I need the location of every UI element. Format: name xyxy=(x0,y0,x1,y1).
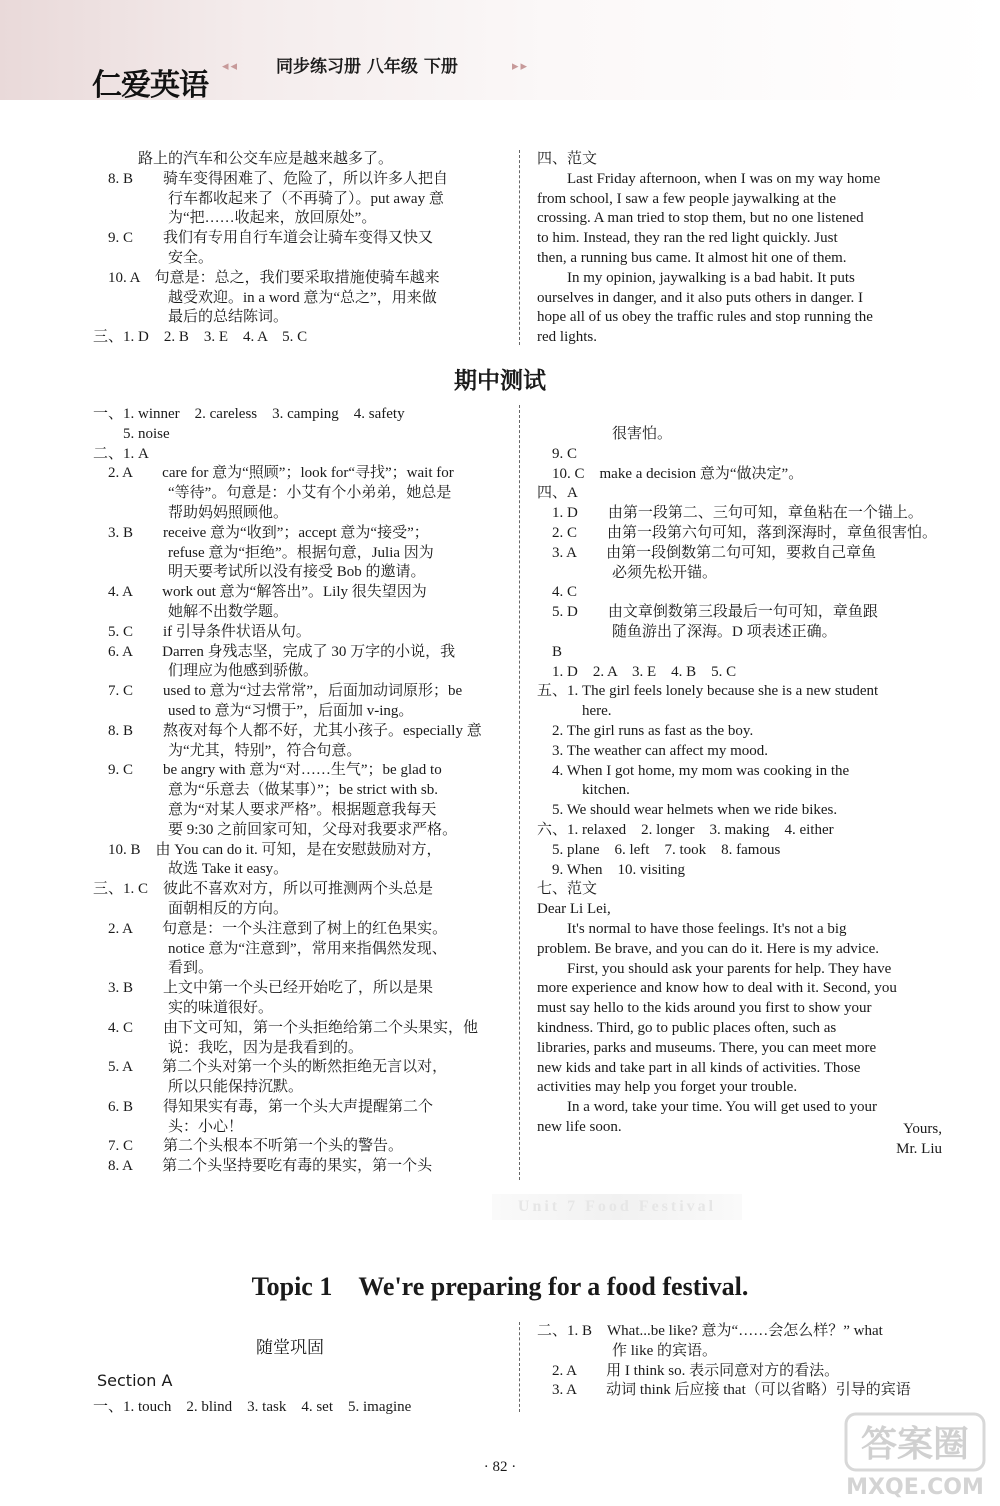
section-label: Section A xyxy=(97,1371,173,1390)
answer-line: refuse 意为“拒绝”。根据句意，Julia 因为 xyxy=(93,544,434,561)
answer-line: 三、1. C 彼此不喜欢对方，所以可推测两个头总是 xyxy=(93,881,434,898)
answer-line: 3. A 由第一段倒数第二句可知，要救自己章鱼 xyxy=(537,544,877,561)
answer-line: In a word, take your time. You will get used to your xyxy=(537,1099,877,1116)
answer-line: 必须先松开锚。 xyxy=(537,564,718,581)
answer-line: 9. C xyxy=(537,445,578,462)
answer-line: 随鱼游出了深海。D 项表述正确。 xyxy=(537,623,837,640)
answer-line: notice 意为“注意到”，常用来指偶然发现、 xyxy=(93,940,447,957)
bottom-right-column xyxy=(537,1322,949,1401)
answer-line: 10. B 由 You can do it. 可知，是在安慰鼓励对方， xyxy=(93,841,442,858)
answer-line: 帮助妈妈照顾他。 xyxy=(93,504,289,521)
answer-line: 面朝相反的方向。 xyxy=(93,900,289,917)
answer-line: 6. B 得知果实有毒，第一个头大声提醒第二个 xyxy=(93,1098,434,1115)
answer-line: 越受欢迎。in a word 意为“总之”，用来做 xyxy=(93,289,437,306)
answer-line: 安全。 xyxy=(93,249,214,266)
answer-line: 头：小心！ xyxy=(93,1118,244,1135)
answer-line: here. xyxy=(537,703,612,720)
column-divider-middle xyxy=(519,405,520,1180)
answer-line: 10. A 句意是：总之，我们要采取措施使骑车越来 xyxy=(93,269,440,286)
essay-line: to him. Instead, they ran the red light quickly. Just xyxy=(537,230,838,247)
answer-line: 2. The girl runs as fast as the boy. xyxy=(537,722,754,739)
midterm-title: 期中测试 xyxy=(454,368,546,394)
answer-line: 8. A 第二个头坚持要吃有毒的果实，第一个头 xyxy=(93,1158,433,1175)
column-divider-bottom xyxy=(519,1322,520,1412)
answer-line: 意为“乐意去（做某事）”；be strict with sb. xyxy=(93,782,438,799)
answer-line: more experience and know how to deal with it. Second, you xyxy=(537,980,897,997)
letter-closing: Yours, xyxy=(903,1121,942,1137)
answer-line: 二、1. B What...be like? 意为“……会怎么样？” what xyxy=(537,1323,883,1339)
answer-line: 8. B 骑车变得困难了、危险了，所以许多人把自 xyxy=(93,170,449,187)
essay-line: then, a running bus came. It almost hit one of them. xyxy=(537,249,847,266)
answer-line: new kids and take part in all kinds of activities. Those xyxy=(537,1059,861,1076)
answer-line: 行车都收起来了（不再骑了）。put away 意 xyxy=(93,190,444,207)
essay-line: hope all of us obey the traffic rules and stop running the xyxy=(537,309,873,326)
answer-line: 2. A 用 I think so. 表示同意对方的看法。 xyxy=(537,1362,840,1379)
letter-signature: Mr. Liu xyxy=(896,1140,942,1157)
answer-line: 七、范文 xyxy=(537,881,598,898)
answer-line: 路上的汽车和公交车应是越来越多了。 xyxy=(93,151,394,167)
essay-line: Last Friday afternoon, when I was on my way home xyxy=(537,170,881,187)
answer-line: 1. D 由第一段第二、三句可知，章鱼粘在一个锚上。 xyxy=(537,505,923,522)
answer-line: 10. C make a decision 意为“做决定”。 xyxy=(537,465,804,482)
answer-line: libraries, parks and museums. There, you can meet more xyxy=(537,1039,877,1056)
answer-line: 9. When 10. visiting xyxy=(537,861,686,878)
answer-line: 2. C 由第一段第六句可知，落到深海时，章鱼很害怕。 xyxy=(537,524,938,541)
answer-line: 一、1. touch 2. blind 3. task 4. set 5. imagine xyxy=(93,1399,412,1415)
answer-line: 2. A 句意是：一个头注意到了树上的红色果实。 xyxy=(93,920,448,937)
answer-line: kitchen. xyxy=(537,782,630,799)
page-header xyxy=(0,0,1000,103)
answer-line: 4. C xyxy=(537,584,578,601)
answer-line: 最后的总结陈词。 xyxy=(93,309,289,326)
answer-line: 3. A 动词 think 后应接 that（可以省略）引导的宾语 xyxy=(537,1382,911,1399)
answer-line: 作 like 的宾语。 xyxy=(537,1342,717,1359)
answer-line: 7. C 第二个头根本不听第一个头的警告。 xyxy=(93,1138,404,1155)
answer-line: 要 9:30 之前回家可知，父母对我要求严格。 xyxy=(93,821,458,838)
column-divider-top xyxy=(519,150,520,345)
answer-line: 实的味道很好。 xyxy=(93,999,274,1016)
header-title: 同步练习册 八年级 下册 xyxy=(276,57,458,77)
answer-line: must say hello to the kids around you first to show your xyxy=(537,1000,872,1017)
header-arrows-right: ▸▸ xyxy=(512,58,530,73)
answer-line: 一、1. winner 2. careless 3. camping 4. safety xyxy=(93,406,405,422)
page-number: · 82 · xyxy=(483,1459,517,1475)
answer-line: 意为“对某人要求严格”。根据题意我每天 xyxy=(93,801,437,818)
answer-line: 明天要考试所以没有接受 Bob 的邀请。 xyxy=(93,564,426,581)
answer-line: It's normal to have those feelings. It's not a big xyxy=(537,920,847,937)
watermark-top-text: 答案圈 xyxy=(860,1424,970,1465)
answer-line: First, you should ask your parents for help. They have xyxy=(537,960,892,977)
answer-line: 很害怕。 xyxy=(537,426,673,442)
answer-line: 六、1. relaxed 2. longer 3. making 4. either xyxy=(537,821,834,838)
answer-line: kindness. Third, go to public places often, such as xyxy=(537,1019,837,1036)
answer-line: 6. A Darren 身残志坚，完成了 30 万字的小说，我 xyxy=(93,643,456,660)
answer-line: activities may help you forget your trouble. xyxy=(537,1079,798,1096)
bottom-left-column xyxy=(93,1398,508,1418)
answer-line: 为“尤其，特别”，符合句意。 xyxy=(93,742,362,759)
answer-line: 5. noise xyxy=(93,425,170,442)
answer-line: 看到。 xyxy=(93,960,214,977)
letter-signoff xyxy=(537,1120,942,1160)
answer-line: Dear Li Lei, xyxy=(537,901,611,918)
answer-line: 三、1. D 2. B 3. E 4. A 5. C xyxy=(93,329,308,346)
answer-line: 3. B receive 意为“收到”；accept 意为“接受”； xyxy=(93,524,429,541)
essay-line: In my opinion, jaywalking is a bad habit. It puts xyxy=(537,269,855,286)
answer-line: new life soon. xyxy=(537,1118,622,1135)
essay-line: 四、范文 xyxy=(537,151,598,167)
essay-line: from school, I saw a few people jaywalking at the xyxy=(537,190,837,207)
answer-line: 5. C if 引导条件状语从句。 xyxy=(93,623,311,640)
topic-title: Topic 1 We're preparing for a food festival. xyxy=(251,1272,749,1301)
top-left-column xyxy=(93,150,508,348)
answer-line: 8. B 熬夜对每个人都不好，尤其小孩子。especially 意 xyxy=(93,722,482,739)
answer-line: 故选 Take it easy。 xyxy=(93,861,289,878)
answer-line: 4. A work out 意为“解答出”。Lily 很失望因为 xyxy=(93,584,427,601)
answer-line: 3. The weather can affect my mood. xyxy=(537,742,769,759)
answer-line: 1. D 2. A 3. E 4. B 5. C xyxy=(537,663,737,680)
answer-line: 所以只能保持沉默。 xyxy=(93,1079,304,1096)
practice-heading: 随堂巩固 xyxy=(256,1338,324,1358)
header-arrows-left: ◂◂ xyxy=(222,58,240,73)
answer-line: 四、A xyxy=(537,485,578,502)
answer-line: 5. plane 6. left 7. took 8. famous xyxy=(537,841,781,858)
answer-line: used to 意为“习惯于”，后面加 v-ing。 xyxy=(93,702,414,719)
answer-line: 7. C used to 意为“过去常常”，后面加动词原形；be xyxy=(93,683,463,700)
answer-line: 4. When I got home, my mom was cooking in the xyxy=(537,762,850,779)
answer-line: 说：我吃，因为是我看到的。 xyxy=(93,1039,364,1056)
answer-line: 五、1. The girl feels lonely because she is a new student xyxy=(537,683,879,700)
essay-line: ourselves in danger, and it also puts others in danger. I xyxy=(537,289,863,306)
answer-line: B xyxy=(537,643,563,660)
site-watermark-logo xyxy=(840,1408,990,1502)
answer-line: problem. Be brave, and you can do it. Here is my advice. xyxy=(537,940,879,957)
midterm-left-column xyxy=(93,405,508,1177)
answer-line: 5. A 第二个头对第一个头的断然拒绝无言以对， xyxy=(93,1059,448,1076)
top-right-column xyxy=(537,150,942,348)
answer-line: 9. C be angry with 意为“对……生气”；be glad to xyxy=(93,762,442,779)
essay-line: red lights. xyxy=(537,329,597,346)
midterm-right-column xyxy=(537,425,942,1138)
answer-line: 她解不出数学题。 xyxy=(93,603,289,620)
brand-logo: 仁爱英语 xyxy=(92,68,208,103)
answer-line: 4. C 由下文可知，第一个头拒绝给第二个头果实，他 xyxy=(93,1019,479,1036)
essay-line: crossing. A man tried to stop them, but no one listened xyxy=(537,210,864,227)
answer-line: 5. We should wear helmets when we ride bikes. xyxy=(537,802,838,819)
answer-line: 们理应为他感到骄傲。 xyxy=(93,663,319,680)
answer-line: 9. C 我们有专用自行车道会让骑车变得又快又 xyxy=(93,230,434,247)
answer-line: 为“把……收起来，放回原处”。 xyxy=(93,210,377,227)
answer-line: 二、1. A xyxy=(93,445,149,462)
answer-line: 5. D 由文章倒数第三段最后一句可知，章鱼跟 xyxy=(537,604,878,621)
unit-banner-faded: Unit 7 Food Festival xyxy=(492,1194,742,1220)
answer-line: 3. B 上文中第一个头已经开始吃了，所以是果 xyxy=(93,980,434,997)
answer-line: 2. A care for 意为“照顾”；look for“寻找”；wait for xyxy=(93,465,454,482)
answer-line: “等待”。句意是：小艾有个小弟弟，她总是 xyxy=(93,485,452,502)
watermark-bottom-text: MXQE.COM xyxy=(846,1475,984,1500)
